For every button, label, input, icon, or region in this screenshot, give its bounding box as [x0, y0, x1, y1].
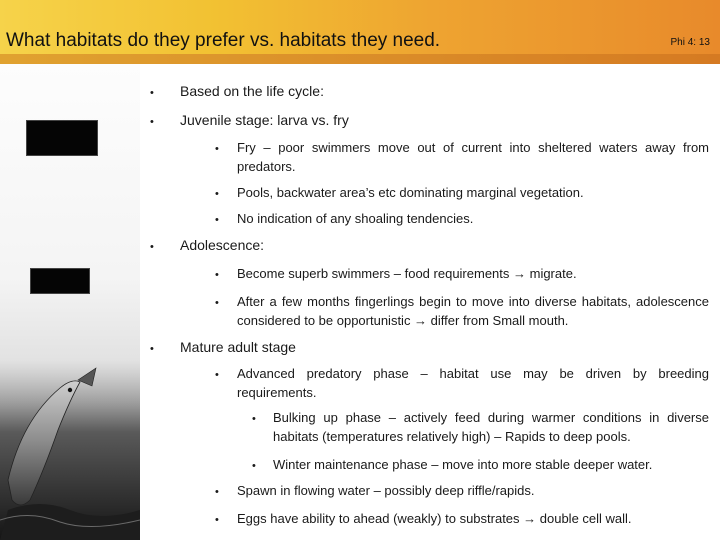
bullet-text: Become superb swimmers – food requirements → migrate.	[237, 266, 577, 281]
bullet-marker: •	[252, 413, 256, 425]
decorative-box	[30, 268, 90, 294]
bullet-marker: •	[150, 241, 154, 253]
bullet-text: Fry – poor swimmers move out of current into sheltered waters away from predators.	[237, 140, 709, 174]
bullet-text: Based on the life cycle:	[180, 83, 324, 99]
bullet-marker: •	[150, 87, 154, 99]
bullet-marker: •	[215, 514, 219, 526]
bullet-text: Winter maintenance phase – move into more stable deeper water.	[273, 457, 653, 472]
bullet-marker: •	[215, 214, 219, 226]
bullet-marker: •	[215, 143, 219, 155]
slide-header	[0, 0, 720, 64]
decorative-box	[26, 120, 98, 156]
bullet-marker: •	[252, 460, 256, 472]
bullet-marker: •	[215, 486, 219, 498]
bullet-marker: •	[150, 116, 154, 128]
slide-number: Phi 4: 13	[670, 37, 710, 48]
header-bar	[0, 54, 720, 64]
fish-illustration	[0, 360, 140, 540]
bullet-marker: •	[215, 297, 219, 309]
bullet-text: After a few months fingerlings begin to move into diverse habitats, adolescence considered to be opportunistic → differ from Small mouth.	[237, 294, 709, 328]
bullet-text: Juvenile stage: larva vs. fry	[180, 112, 349, 128]
bullet-text: Spawn in flowing water – possibly deep riffle/rapids.	[237, 483, 535, 498]
bullet-text: Pools, backwater area’s etc dominating marginal vegetation.	[237, 185, 584, 200]
bullet-marker: •	[215, 188, 219, 200]
bullet-marker: •	[215, 269, 219, 281]
bullet-text: Bulking up phase – actively feed during warmer conditions in diverse habitats (temperatures relatively high) – Rapids to deep pools.	[273, 410, 709, 444]
bullet-text: Mature adult stage	[180, 339, 296, 355]
bullet-text: No indication of any shoaling tendencies.	[237, 211, 474, 226]
bullet-text: Advanced predatory phase – habitat use may be driven by breeding requirements.	[237, 366, 709, 400]
bullet-text: Eggs have ability to ahead (weakly) to substrates → double cell wall.	[237, 511, 632, 526]
bullet-marker: •	[215, 369, 219, 381]
bullet-marker: •	[150, 343, 154, 355]
bullet-text: Adolescence:	[180, 237, 265, 253]
slide-title: What habitats do they prefer vs. habitats they need.	[6, 30, 441, 51]
